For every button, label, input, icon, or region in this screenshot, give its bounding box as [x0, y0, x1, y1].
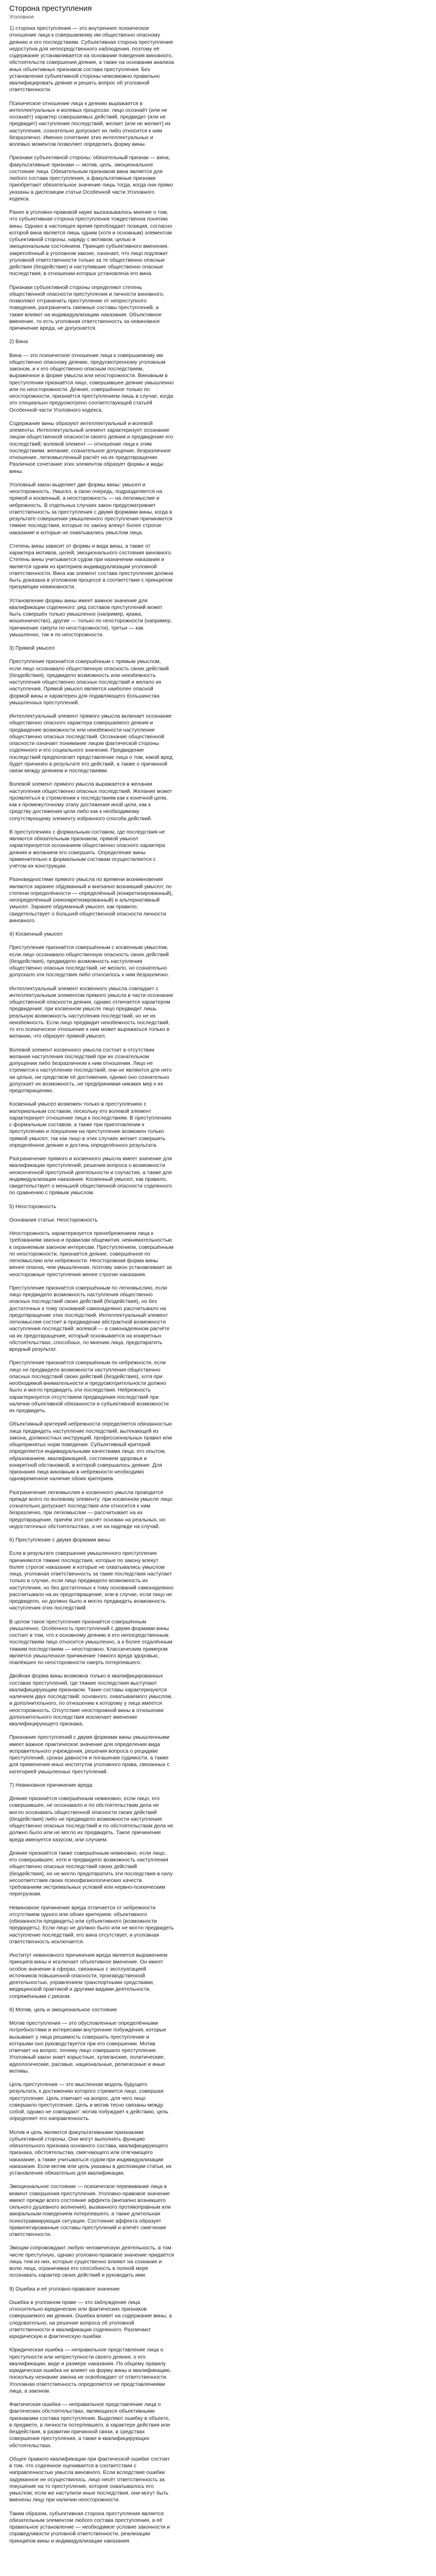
section-heading: 2) Вина — [9, 339, 28, 345]
paragraph: Установление формы вины имеет важное значение для квалификации содеянного: ряд составов преступлений может быть совершён только умышленно (например, кража, мошенничество), другие — только по неосторожности (например, причинение смерти по неосторожности), третьи — как умышленно, так и по неосторожности. — [9, 598, 173, 638]
paragraph: Объективный критерий небрежности определяется обязанностью лица предвидеть наступление последствий, вытекающей из закона, должностных инструкций, профессиональных правил или общепринятых норм поведения. Субъективный критерий определяется индивидуальными качествами лица: его опытом, образованием, квалификацией, состоянием здоровья и конкретной обстановкой, в которой совершалось деяние. Для признания лица виновным в небрежности необходимо одновременное наличие обоих критериев. — [9, 1421, 174, 1482]
section-heading: 7) Невиновное причинение вреда — [9, 1782, 93, 1788]
section-heading: 6) Преступление с двумя формами вины — [9, 1537, 110, 1543]
paragraph: Ошибка в уголовном праве — это заблуждение лица относительно юридических или фактических признаков совершаемого им деяния. Ошибка влияет на содержание вины, а следовательно, на решение вопроса об уголовной ответственности и квалификации содеянного. Различают юридическую и фактическую ошибки. — [9, 2299, 173, 2340]
paragraph: Разновидностями прямого умысла по времени возникновения являются заранее обдуманный и внезапно возникший умысел; по степени определённости — определённый (конкретизированный), неопределённый (неконкретизированный) и альтернативный умысел. Заранее обдуманный умысел, как правило, свидетельствует о большей общественной опасности личности виновного. — [9, 877, 175, 924]
paragraph: Волевой элемент косвенного умысла состоит в отсутствии желания наступления последствий при их сознательном допущении либо безразличном к ним отношении. Лицо не стремится к наступлению последствий, они не являются для него ни целью, ни средством её достижения, однако оно сознательно допускает их возможность, не предпринимая никаких мер к их предотвращению. — [9, 1047, 173, 1094]
paragraph: Признаки субъективной стороны определяют степень общественной опасности преступления и личности виновного, позволяют отграничить преступление от непреступного поведения, разграничить смежные составы преступлений, а также влияют на индивидуализацию наказания. Объективное вменение, то есть уголовная ответственность за невиновное причинение вреда, не допускается. — [9, 284, 166, 331]
paragraph: Преступление признаётся совершённым с прямым умыслом, если лицо осознавало общественную опасность своих действий (бездействия), предвидело возможность или неизбежность наступления общественно опасных последствий и желало их наступления. Прямой умысел является наиболее опасной формой вины и характерен для подавляющего большинства умышленных преступлений. — [9, 659, 170, 706]
section-heading: 8) Мотив, цель и эмоциональное состояние — [9, 2007, 117, 2013]
paragraph: Интеллектуальный элемент прямого умысла включает осознание общественно опасного характера совершаемого деяния и предвидение возможности или неизбежности наступления общественно опасных последствий. Осознание общественной опасности означает понимание лицом фактической стороны содеянного и его социального значения. Предвидение последствий предполагает представление лица о том, какой вред будет причинён в результате его действий, а также о причинной связи между деянием и последствиями. — [9, 714, 174, 774]
paragraph: Неосторожность характеризуется пренебрежением лица к требованиям закона и правилам общежития, невнимательностью к охраняемым законом интересам. Преступлением, совершённым по неосторожности, признаётся деяние, совершённое по легкомыслию или небрежности. Неосторожная форма вины менее опасна, чем умышленная, поэтому закон устанавливает за неосторожные преступления менее строгие наказания. — [9, 1231, 175, 1278]
paragraph: Интеллектуальный элемент косвенного умысла совпадает с интеллектуальным элементом прямого умысла в части осознания общественной опасности деяния, однако отличается характером предвидения: при косвенном умысле лицо предвидит лишь реальную возможность наступления последствий, но не их неизбежность. Если лицо предвидит неизбежность последствий, то его психическое отношение к ним может выражаться только в желании, что образует прямой умысел. — [9, 986, 175, 1040]
page-title: Сторона преступления — [9, 4, 92, 13]
paragraph: Фактическая ошибка — неправильное представление лица о фактических обстоятельствах, являющихся объективными признаками состава преступления. Выделяют ошибку в объекте, в предмете, в личности потерпевшего, в характере действия или бездействия, в развитии причинной связи, в средствах совершения преступления, а также в квалифицирующих обстоятельствах. — [9, 2402, 172, 2449]
paragraph: Мотив и цель являются факультативными признаками субъективной стороны. Они могут выполнять функцию обязательного признака основного состава, квалифицирующего признака, обстоятельства, смягчающего или отягчающего наказание, а также учитываться судом при индивидуализации наказания. Если мотив или цель указаны в диспозиции статьи, их установление обязательно для квалификации. — [9, 2129, 173, 2176]
paragraph: Деяние признаётся совершённым невиновно, если лицо, его совершившее, не осознавало и по обстоятельствам дела не могло осознавать общественной опасности своих действий (бездействия) либо не предвидело возможности наступления общественно опасных последствий и по обстоятельствам дела не должно было или не могло их предвидеть. Такое причинение вреда именуется казусом, или случаем. — [9, 1796, 175, 1843]
paragraph: В целом такое преступление признаётся совершённым умышленно. Особенность преступлений с двумя формами вины состоит в том, что к основному деянию и его непосредственным последствиям лицо относится умышленно, а к более отдалённым тяжким последствиям — неосторожно. Классическим примером является умышленное причинение тяжкого вреда здоровью, повлёкшее по неосторожности смерть потерпевшего. — [9, 1619, 174, 1666]
paragraph: 1) сторона преступления — это внутреннее психическое отношение лица к совершаемому им общественно опасному деянию и его последствиям. Субъективная сторона преступления недоступна для непосредственного наблюдения, поэтому её содержание устанавливается на основании поведения виновного, обстоятельств совершения деяния, а также на основании анализа иных объективных признаков состава преступления. Без установления субъективной стороны невозможно правильно квалифицировать деяние и решить вопрос об уголовной ответственности. — [9, 26, 176, 93]
paragraph: Содержание вины образуют интеллектуальный и волевой элементы. Интеллектуальный элемент характеризует осознание лицом общественной опасности своего деяния и предвидение его последствий; волевой элемент — отношение лица к этим последствиям: желание, сознательное допущение, безразличное отношение, легкомысленный расчёт на их предотвращение. Различное сочетание этих элементов образует формы и виды вины. — [9, 420, 175, 474]
paragraph: Признаки субъективной стороны: обязательный признак — вина; факультативные признаки — мотив, цель, эмоциональное состояние лица. Обязательным признаком вина является для любого состава преступления, а факультативные признаки приобретают обязательное значение лишь тогда, когда они прямо указаны в диспозиции статьи Особенной части Уголовного кодекса. — [9, 155, 175, 202]
paragraph: Институт невиновного причинения вреда является выражением принципа вины и исключает объективное вменение. Он имеет особое значение в сферах, связанных с эксплуатацией источников повышенной опасности, производственной деятельностью, управлением транспортными средствами, медицинской практикой и другими видами деятельности, сопряжёнными с риском. — [9, 1953, 169, 1999]
paragraph: Уголовный закон выделяет две формы вины: умысел и неосторожность. Умысел, в свою очередь, подразделяется на прямой и косвенный, а неосторожность — на легкомыслие и небрежность. В отдельных случаях закон предусматривает ответственность за преступления с двумя формами вины, когда в результате совершения умышленного преступления причиняются тяжкие последствия, которые по закону влекут более строгое наказание и которые не охватывались умыслом лица. — [9, 482, 174, 536]
paragraph: Преступление признаётся совершённым по небрежности, если лицо не предвидело возможности наступления общественно опасных последствий своих действий (бездействия), хотя при необходимой внимательности и предусмотрительности должно было и могло предвидеть эти последствия. Небрежность характеризуется отсутствием предвидения последствий при наличии объективной обязанности и субъективной возможности их предвидеть. — [9, 1360, 170, 1414]
paragraph: Ранее в уголовно-правовой науке высказывалось мнение о том, что субъективная сторона преступления тождественна понятию вины. Однако в настоящее время преобладает позиция, согласно которой вина является лишь одним (хотя и основным) элементом субъективной стороны, наряду с мотивом, целью и эмоциональным состоянием. Принцип субъективного вменения, закреплённый в уголовном законе, означает, что лицо подлежит уголовной ответственности только за те общественно опасные действия (бездействие) и наступившие общественно опасные последствия, в отношении которых установлена его вина. — [9, 210, 174, 277]
paragraph: Цель преступления — это мысленная модель будущего результата, к достижению которого стремится лицо, совершая преступление. Цель отвечает на вопрос, для чего лицо совершило преступление. Цель и мотив тесно связаны между собой, однако не совпадают: мотив побуждает к действию, цель определяет его направленность. — [9, 2082, 170, 2122]
section-heading: 3) Прямой умысел — [9, 646, 55, 651]
paragraph: Мотив преступления — это обусловленные определёнными потребностями и интересами внутренние побуждения, которые вызывают у лица решимость совершить преступление и которыми оно руководствуется при его совершении. Мотив отвечает на вопрос, почему лицо совершило преступление. Уголовный закон знает корыстные, хулиганские, политические, идеологические, расовые, национальные, религиозные и иные мотивы. — [9, 2021, 168, 2074]
paragraph: Деяние признаётся также совершённым невиновно, если лицо, его совершившее, хотя и предвидело возможность наступления общественно опасных последствий своих действий (бездействия), но не могло предотвратить эти последствия в силу несоответствия своих психофизиологических качеств требованиям экстремальных условий или нервно-психическим перегрузкам. — [9, 1850, 175, 1897]
paragraph: В преступлениях с формальным составом, где последствия не являются обязательным признаком, прямой умысел характеризуется осознанием общественно опасного характера деяния и желанием его совершить. Определение вины применительно к формальным составам осуществляется с учётом их конструкции. — [9, 829, 167, 869]
paragraph: Невиновное причинение вреда отличается от небрежности отсутствием одного или обоих критериев: объективного (обязанности предвидеть) или субъективного (возможности предвидеть). Если лицо не должно было или не могло предвидеть наступление последствий, его вина отсутствует, и уголовная ответственность исключается. — [9, 1905, 176, 1945]
paragraph: Преступление признаётся совершённым по легкомыслию, если лицо предвидело возможность наступления общественно опасных последствий своих действий (бездействия), но без достаточных к тому оснований самонадеянно рассчитывало на предотвращение этих последствий. Интеллектуальный элемент легкомыслия состоит в предвидении абстрактной возможности наступления последствий; волевой — в самонадеянном расчёте на их предотвращение, который основывается на конкретных обстоятельствах, способных, по мнению лица, предотвратить вредный результат. — [9, 1285, 171, 1352]
paragraph: Вина — это психическое отношение лица к совершаемому им общественно опасному деянию, предусмотренному уголовным законом, и к его общественно опасным последствиям, выраженное в форме умысла или неосторожности. Виновным в преступлении признаётся лицо, совершившее деяние умышленно или по неосторожности. Деяние, совершённое только по неосторожности, признаётся преступлением лишь в случае, когда это специально предусмотрено соответствующей статьёй Особенной части Уголовного кодекса. — [9, 352, 176, 413]
paragraph: Основания статьи. Неосторожность — [9, 1217, 98, 1223]
paragraph: Эмоции сопровождают любую человеческую деятельность, в том числе преступную, однако уголовно-правовое значение придаётся лишь тем из них, которые существенно влияют на сознание и волю лица, ограничивая его способность в полной мере осознавать характер своих действий и руководить ими. — [9, 2245, 176, 2279]
paragraph: Психическое отношение лица к деянию выражается в интеллектуальных и волевых процессах: лицо осознаёт (или не осознаёт) характер совершаемых действий, предвидит (или не предвидит) наступление последствий, желает (или не желает) их наступления, сознательно допускает их либо относится к ним безразлично. Именно сочетание этих интеллектуальных и волевых моментов позволяет определить форму вины. — [9, 100, 172, 147]
page-subtitle: Уголовное — [9, 14, 34, 20]
section-heading: 4) Косвенный умысел — [9, 931, 63, 937]
paragraph: Эмоциональное состояние — психическое переживание лица в момент совершения преступления. Уголовно-правовое значение имеют прежде всего состояние аффекта (внезапно возникшего сильного душевного волнения), вызванного противоправным или аморальным поведением потерпевшего, а также длительная психотравмирующая ситуация. Состояние аффекта образует привилегированные составы преступлений и влечёт смягчение ответственности. — [9, 2184, 172, 2238]
paragraph: Таким образом, субъективная сторона преступления является обязательным элементом любого состава преступления, а её правильное установление — необходимое условие законности и справедливости уголовной ответственности, реализации принципов вины и индивидуализации наказания. — [9, 2511, 171, 2544]
section-heading: 9) Ошибка и её уголовно-правовое значение — [9, 2286, 120, 2292]
paragraph: Волевой элемент прямого умысла выражается в желании наступления общественно опасных последствий. Желание может проявляться в стремлении к последствиям как к конечной цели, как к промежуточному этапу достижения иной цели, как к средству достижения цели либо как к необходимому сопутствующему элементу избранного способа действий. — [9, 782, 174, 822]
document-body — [9, 25, 174, 2545]
paragraph: Степень вины зависит от формы и вида вины, а также от характера мотивов, целей, эмоционального состояния виновного. Степень вины учитывается судом при назначении наказания и является одним из критериев индивидуализации уголовной ответственности. Вина как элемент состава преступления должна быть доказана в уголовном процессе в соответствии с принципом презумпции невиновности. — [9, 543, 175, 590]
paragraph: Разграничение прямого и косвенного умысла имеет значение для квалификации преступлений, решения вопроса о возможности неоконченной преступной деятельности и соучастия, а также для индивидуализации наказания. Косвенный умысел, как правило, свидетельствует о меньшей общественной опасности содеянного по сравнению с прямым умыслом. — [9, 1156, 174, 1196]
paragraph: Юридическая ошибка — неправильное представление лица о преступности или непреступности своего деяния, о его квалификации, виде и размере наказания. По общему правилу юридическая ошибка не влияет на форму вины и квалификацию, поскольку незнание закона не освобождает от ответственности. Уголовная ответственность определяется не представлениями лица, а законом. — [9, 2347, 173, 2394]
paragraph: Преступление признаётся совершённым с косвенным умыслом, если лицо осознавало общественную опасность своих действий (бездействия), предвидело возможность наступления общественно опасных последствий, не желало, но сознательно допускало эти последствия либо относилось к ним безразлично. — [9, 945, 170, 978]
paragraph: Признание преступлений с двумя формами вины умышленными имеет важное практическое значение для определения вида исправительного учреждения, решения вопроса о рецидиве преступлений, сроках давности и погашения судимости, а также для применения иных институтов уголовного права, связанных с категорией умышленных преступлений. — [9, 1735, 171, 1775]
paragraph: Если в результате совершения умышленного преступления причиняются тяжкие последствия, которые по закону влекут более строгое наказание и которые не охватывались умыслом лица, уголовная ответственность за такие последствия наступает только в случае, если лицо предвидело возможность их наступления, но без достаточных к тому оснований самонадеянно рассчитывало на их предотвращение, или в случае, если лицо не предвидело, но должно было и могло предвидеть возможность наступления этих последствий. — [9, 1551, 175, 1612]
paragraph: Общее правило квалификации при фактической ошибке состоит в том, что содеянное оценивается в соответствии с направленностью умысла виновного. Если вследствие ошибки задуманное не осуществилось, лицо несёт ответственность за покушение на то преступление, которое охватывалось его умыслом; если же наступили иные последствия, они могут быть вменены лицу при наличии неосторожности. — [9, 2456, 171, 2503]
section-heading: 5) Неосторожность — [9, 1204, 57, 1210]
paragraph: Двойная форма вины возможна только в квалифицированных составах преступлений, где тяжкие последствия выступают квалифицирующим признаком. Такие составы характеризуются наличием двух последствий: основного, охватываемого умыслом, и дополнительного, по отношению к которому у лица имеется неосторожность. Отсутствие неосторожной вины в отношении дополнительного последствия исключает вменение квалифицирующего признака. — [9, 1673, 174, 1727]
paragraph: Разграничение легкомыслия и косвенного умысла проводится прежде всего по волевому элементу: при косвенном умысле лицо сознательно допускает последствия или относится к ним безразлично, при легкомыслии — рассчитывает на их предотвращение, причём этот расчёт основан на реальных, но недостаточных обстоятельствах, а не на надежде на случай. — [9, 1489, 174, 1530]
paragraph: Косвенный умысел возможен только в преступлениях с материальным составом, поскольку его волевой элемент характеризует отношение лица к последствиям. В преступлениях с формальным составом, а также при приготовлении к преступлению и покушении на преступление возможен только прямой умысел, так как лицо в этих случаях желает совершить определённое деяние и достичь определённого результата. — [9, 1101, 173, 1148]
